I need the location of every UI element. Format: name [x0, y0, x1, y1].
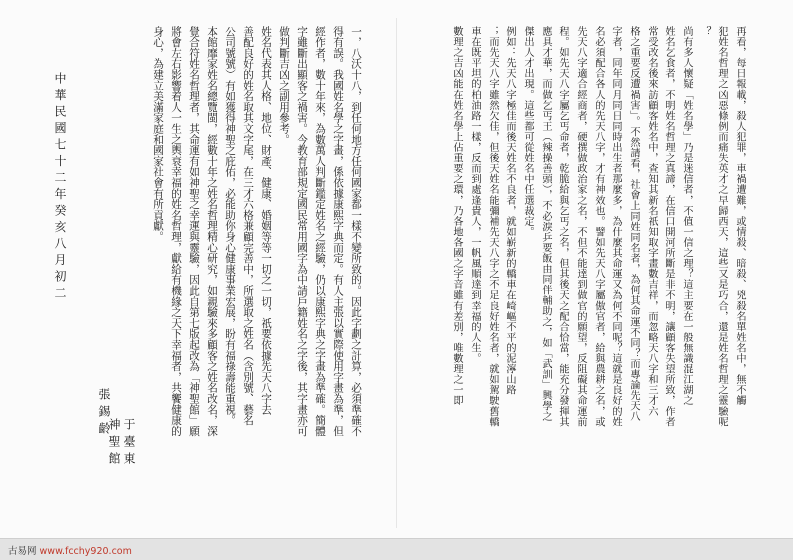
right-col-13: 傑出人才出現。這些都可從姓名中任選裁定。: [522, 26, 533, 237]
right-col-7: 格之重要反遭禍害」。不然請看，社會上同姓同名者，為何其命運不同？而專論先天八: [628, 26, 639, 422]
right-col-2: 犯姓名哲理之凶惡條例而痛失英才之早歸西天，這些又是巧合，還是姓名哲理之靈驗呢: [716, 26, 727, 427]
right-col-16: 車在既平坦的柏油路一樣，反而到處逢貴人，一帆風順達到幸福的人生。: [469, 26, 480, 364]
watermark: [8, 543, 132, 557]
left-col-7: 善配良好的姓名取其文字尾，在三才六格兼顧完善中，所選取之姓名（含別號、藝名: [242, 26, 254, 426]
right-col-11: 程。如先天八字屬乞丐命者，乾脆給與乞丐之名，但其後天之配合恰當，能充分發揮其: [557, 26, 568, 427]
signature-coauthor: 張錫齡: [97, 388, 111, 439]
left-col-6: 姓名代表其人格、地位、財產、健康、婚姻等等一切之一切，祇要依據先天八字去: [260, 26, 272, 415]
left-col-3: 經作者，數十年來，為數萬人判斷鑑定姓名之經驗，仍以康熙字典之字畫為準確。簡體: [314, 26, 326, 437]
watermark-prefix: 古易网: [8, 546, 40, 557]
right-col-4: 尚有多人懷疑「姓名學」乃是迷信者，不值一信之理？這主要在一般無識混江湖之: [681, 26, 692, 406]
left-col-12: 身心，為建立美滿家庭和國家社會有所貢獻。: [152, 26, 164, 242]
left-col-1: 一，八沃十八，到任何地方任何國家都一樣不變所致的。因此字劃之計算，必須準確不: [350, 26, 362, 437]
left-col-10: 覺合符姓名哲理者，其命運有如神聖之幸運與靈驗，因此自第七版起改為「神聖館」願: [188, 26, 200, 437]
signature-alias: 神聖館: [107, 418, 121, 469]
right-col-12: 應具才華，而做乞丐王（辣操善頭），不必淚乒要飯由同伴輔助之，如「武訓」興學之: [540, 26, 551, 422]
signature-author: 于臺東: [122, 418, 136, 469]
left-col-4: 字雖斷出顯客之禍害。今教育部規定國民常用國字為中請戶籍姓名之字後，其字畫亦可: [296, 26, 308, 437]
right-col-10: 先天八字適合經商者，硬撰做政治家之名，不但不能達到做官的願望，反阻礙其命運前: [575, 26, 586, 427]
left-col-9: 本館靡家姓名總覽閩，經數十年之姓名哲理精心研究，如親驗來多顧客之姓名改名，深: [206, 26, 218, 437]
right-col-9: 名必須配合各人的先天八字，才有神效也。譬如先天八字屬傲官者，給與農耕之名，或: [593, 26, 604, 427]
left-col-2: 得有誤。我國姓名學之字畫，係依據康熙字典而定。有人主張以實際使用字畫為準，但: [332, 26, 344, 437]
left-col-5: 做判斷吉凶之副用參考。: [278, 26, 290, 145]
right-col-1: 再看，每日報載，殺人犯罪，車禍遭難，或情殺、暗殺、兇殺名單姓名中，無不觸: [734, 26, 745, 406]
publication-date: 中華民國七十二年癸亥八月初二: [53, 72, 67, 303]
watermark-site: www.fcchy920.com: [39, 546, 132, 557]
right-col-5: 姓名乞食者，不明姓名哲理之真諦，在信口開河所斷是非不明，讓顧客失望所致，作者: [663, 26, 674, 427]
right-col-14: 例如：先天八字極佳而後天姓名不良者，就如嶄新的轎車在崎嶇不平的泥濘山路: [504, 26, 515, 396]
page-fold: [396, 18, 397, 528]
right-col-8: 字者，同年同月同日同時出生者那麼多，為什麼其命運又為何不同呢？這就是良好的姓: [610, 26, 621, 427]
left-col-8: 公司號號）有如獲得神聖之庇佑，必能助你身心健康事業宏展，盼有福祿壽能重視。: [224, 26, 236, 426]
left-col-11: 將會左右影響着人一生之輿衰幸福的姓名哲理，獻給有機緣之天下幸福者，共饗健康的: [170, 26, 182, 437]
watermark-bar: [0, 538, 793, 560]
right-col-17: 數理之吉凶能在姓名學上佔重要之環，乃各地各國之字音雖有差別，唯數理之一即: [451, 26, 462, 406]
right-col-6: 常受改名後來訪顧客姓名中，查知其新名祇知取字畫數吉祥，而忽略天八字和三才六: [646, 26, 657, 417]
right-col-3: ？: [699, 26, 710, 37]
right-col-15: ；而先天八字雖然欠佳，但後天姓名能彌補先天八字之不足良好姓名者，就如駕駛舊轎: [487, 26, 498, 427]
